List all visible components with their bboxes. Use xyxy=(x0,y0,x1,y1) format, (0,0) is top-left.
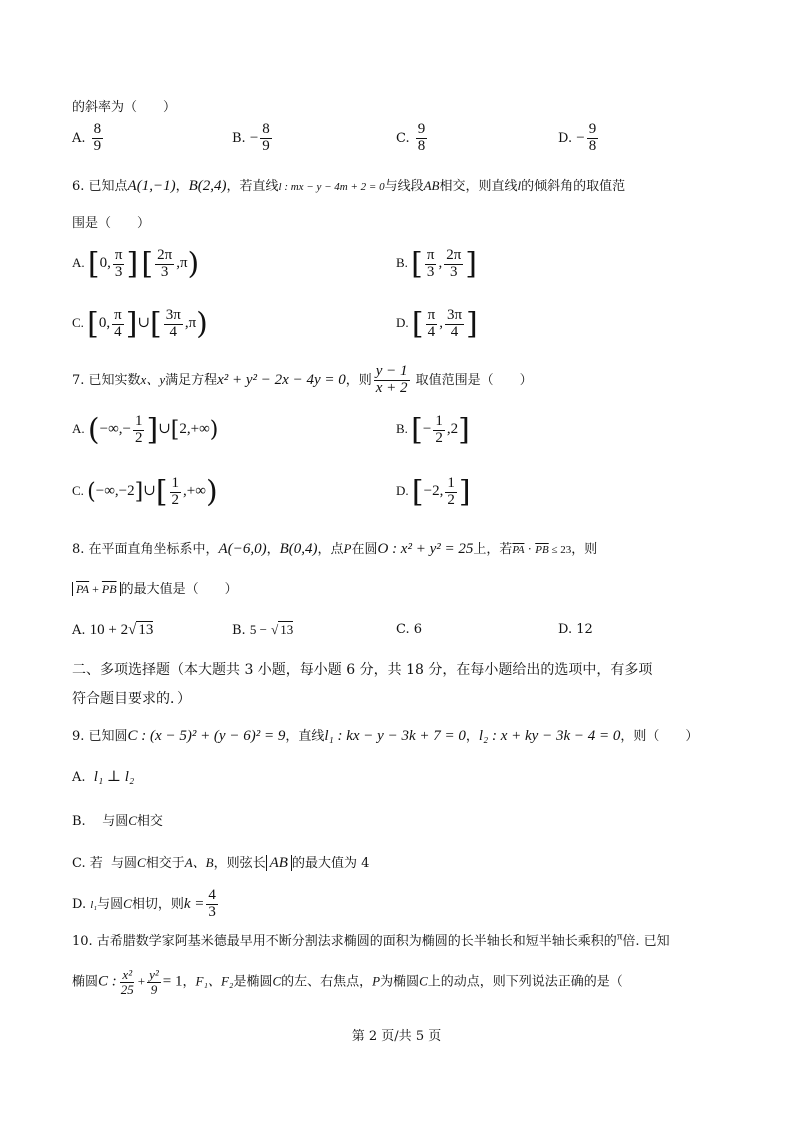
q6-option-b: B. [ $\frac{\pi}{3}$ , $\frac{2\pi}{3}$ ] xyxy=(396,246,478,282)
page-footer: 第 2 页/共 5 页 xyxy=(351,1029,442,1044)
q8-option-d: D. 12 xyxy=(558,622,593,637)
fraction: $\frac{8}{9}$ xyxy=(93,121,102,154)
q6-option-c: C. [0, $\frac{\pi}{4}$ ]∪[ $\frac{3\pi}{4}$ ,π) xyxy=(72,306,208,342)
q8-option-c: C. 6 xyxy=(396,622,423,637)
q7-option-c: C. (−∞,−2]∪[ $\frac{1}{2}$ ,+∞) xyxy=(72,474,218,510)
q6-stem-line2: 围是（ ） xyxy=(72,216,151,231)
q10-stem-line1: 10. 古希腊数学家阿基米德最早用不断分割法求椭圆的面积为椭圆的长半轴长和短半轴长乘积的$^\pi$倍. 已知 xyxy=(72,930,670,949)
q9-stem: 9. 已知圆C : (x − 5)² + (y − 6)² = 9，直线l₁ : kx − y − 3k + 7 = 0，l₂ : x + ky − 3k − 4 = 0，则（ ） xyxy=(72,728,699,744)
q8-option-a: A. 10 + 2√ 13 xyxy=(72,622,154,638)
q10-stem-line2: 椭圆C : $\frac{\text{x²}}{25}$ + $\frac{\text{y²}}{9}$ = 1，F₁、F₂是椭圆C的左、右焦点，P为椭圆C上的动点，则下列说法正确的是（ xyxy=(72,967,623,997)
fraction: $\frac{9}{8}$ xyxy=(417,121,426,154)
q9-option-c: C. 若 与圆C相交于A、B，则弦长 AB 的最大值为 4 xyxy=(72,855,370,871)
q7-option-b: B. [− $\frac{1}{2}$ ,2] xyxy=(396,412,470,448)
q5-option-d: D. − $\frac{9}{8}$ xyxy=(558,121,597,154)
section-2-heading-line1: 二、多项选择题（本大题共 3 小题，每小题 6 分，共 18 分，在每小题给出的选项中，有多项 xyxy=(72,662,653,678)
option-label: D. xyxy=(558,130,573,146)
q6-option-a: A. [0, $\frac{\pi}{3}$ ] [ $\frac{2\pi}{3}$ ,π) xyxy=(72,246,200,282)
q5-option-c xyxy=(396,122,429,155)
fraction: $\frac{8}{9}$ xyxy=(262,121,270,154)
q5-option-a xyxy=(72,122,105,155)
q6-option-d: D. [ $\frac{\pi}{4}$ , $\frac{3\pi}{4}$ ] xyxy=(396,306,478,342)
q8-option-b: B. 5 − √ 13 xyxy=(232,622,294,638)
option-label: B. xyxy=(232,130,246,146)
q6-stem-line1: 6. 已知点A(1,−1)，B(2,4)，若直线l : mx − y − 4m + 2 = 0与线段AB相交，则直线l的倾斜角的取值范 xyxy=(72,178,626,194)
option-label: A. xyxy=(72,130,86,146)
fraction: $\frac{9}{8}$ xyxy=(588,121,597,154)
q8-stem-line2: $\overline{PA} + \overline{PB}$ 的最大值是（ ） xyxy=(72,578,238,597)
q7-option-d: D. [−2, $\frac{1}{2}$ ] xyxy=(396,474,471,510)
option-label: C. xyxy=(396,130,410,146)
q9-option-d: D. l₁与圆C相切，则k = $\frac{4}{3}$ xyxy=(72,887,216,920)
q7-option-a: A. (−∞,− $\frac{1}{2}$ ]∪[2,+∞) xyxy=(72,412,219,448)
q7-stem: 7. 已知实数x、y满足方程x² + y² − 2x − 4y = 0，则 $\frac{y - 1}{x + 2}$ 取值范围是（ ） xyxy=(72,363,533,396)
q8-stem-line1: 8. 在平面直角坐标系中，A(−6,0)，B(0,4)，点P在圆O : x² + y² = 25上，若$\overline{PA} \cdot \overline{PB} \le 23$，则 xyxy=(72,541,598,557)
q5-option-b: B. − $\frac{8}{9}$ xyxy=(232,121,270,154)
q5-tail: 的斜率为（ ） xyxy=(72,100,177,115)
q9-option-b: B. 与圆C相交 xyxy=(72,813,163,829)
q9-option-a: A. l₁ ⊥ l₂ xyxy=(72,769,135,785)
section-2-heading-line2: 符合题目要求的．） xyxy=(72,691,191,707)
